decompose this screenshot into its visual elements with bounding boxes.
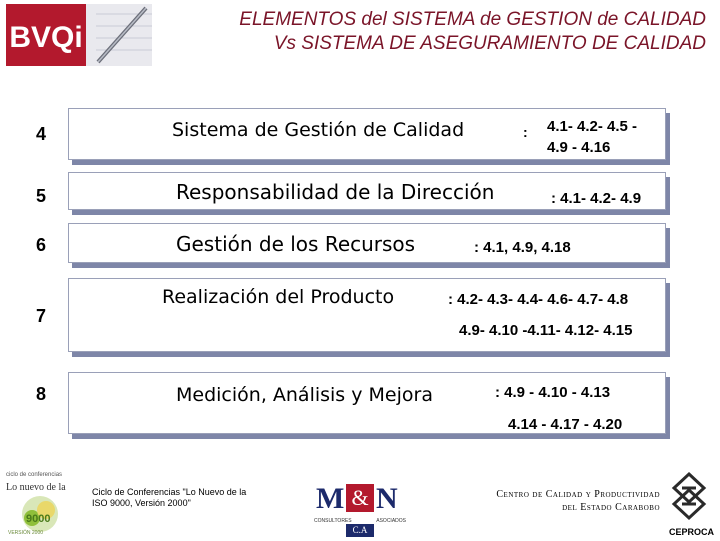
row-number-5: 5	[36, 186, 47, 206]
event-logo-year: 9000	[26, 513, 51, 525]
row-refs-7-line1: : 4.2- 4.3- 4.4- 4.6- 4.7- 4.8	[448, 291, 629, 308]
conference-text-line1: Ciclo de Conferencias "Lo Nuevo de la	[92, 487, 247, 497]
mn-logo	[314, 482, 406, 538]
mn-logo-amp: &	[346, 484, 374, 512]
row-separator-4: :	[523, 124, 528, 140]
row-refs-6: : 4.1, 4.9, 4.18	[474, 239, 571, 256]
mn-logo-left: CONSULTORES	[314, 518, 352, 524]
mn-logo-m: M	[316, 482, 345, 515]
row-heading-4: Sistema de Gestión de Calidad	[172, 119, 465, 141]
row-heading-5: Responsabilidad de la Dirección	[176, 180, 495, 204]
bvqi-logo-text: BVQi	[9, 21, 83, 54]
center-line2: del Estado Carabobo	[562, 502, 660, 513]
event-logo-caption: ciclo de conferencias	[6, 472, 63, 478]
center-name	[496, 488, 660, 514]
ceproca-logo	[664, 470, 714, 524]
row-number-6: 6	[36, 235, 47, 255]
row-refs-7-line2: 4.9- 4.10 -4.11- 4.12- 4.15	[459, 322, 633, 339]
row-heading-8: Medición, Análisis y Mejora	[176, 384, 433, 406]
ceproca-label: CEPROCA	[668, 527, 714, 537]
row-refs-4-line2: 4.9 - 4.16	[547, 139, 611, 156]
row-number-4: 4	[36, 124, 47, 144]
title-line-1: ELEMENTOS del SISTEMA de GESTION de CALIDAD	[239, 9, 706, 30]
center-line1: Centro de Calidad y Productividad	[496, 489, 660, 500]
mn-logo-ca: C.A	[346, 524, 374, 537]
bvqi-logo	[6, 4, 152, 66]
row-refs-5: : 4.1- 4.2- 4.9	[551, 190, 642, 207]
row-refs-8-line2: 4.14 - 4.17 - 4.20	[508, 416, 623, 433]
event-logo-title: Lo nuevo de la	[6, 482, 66, 493]
row-refs-8-line1: : 4.9 - 4.10 - 4.13	[495, 384, 611, 401]
row-heading-7: Realización del Producto	[162, 286, 395, 308]
row-heading-6: Gestión de los Recursos	[176, 232, 416, 256]
conference-text-line2: ISO 9000, Versión 2000"	[92, 498, 191, 508]
row-number-8: 8	[36, 384, 47, 404]
title-line-2: Vs SISTEMA DE ASEGURAMIENTO DE CALIDAD	[273, 33, 706, 54]
mn-logo-n: N	[376, 482, 398, 515]
page-title	[239, 8, 706, 56]
conference-text	[92, 487, 246, 509]
mn-logo-right: ASOCIADOS	[376, 518, 406, 524]
row-number-7: 7	[36, 306, 47, 326]
event-logo-version: VERSIÓN 2000	[8, 530, 44, 536]
event-logo	[4, 470, 88, 536]
row-refs-4-line1: 4.1- 4.2- 4.5 -	[547, 118, 638, 135]
